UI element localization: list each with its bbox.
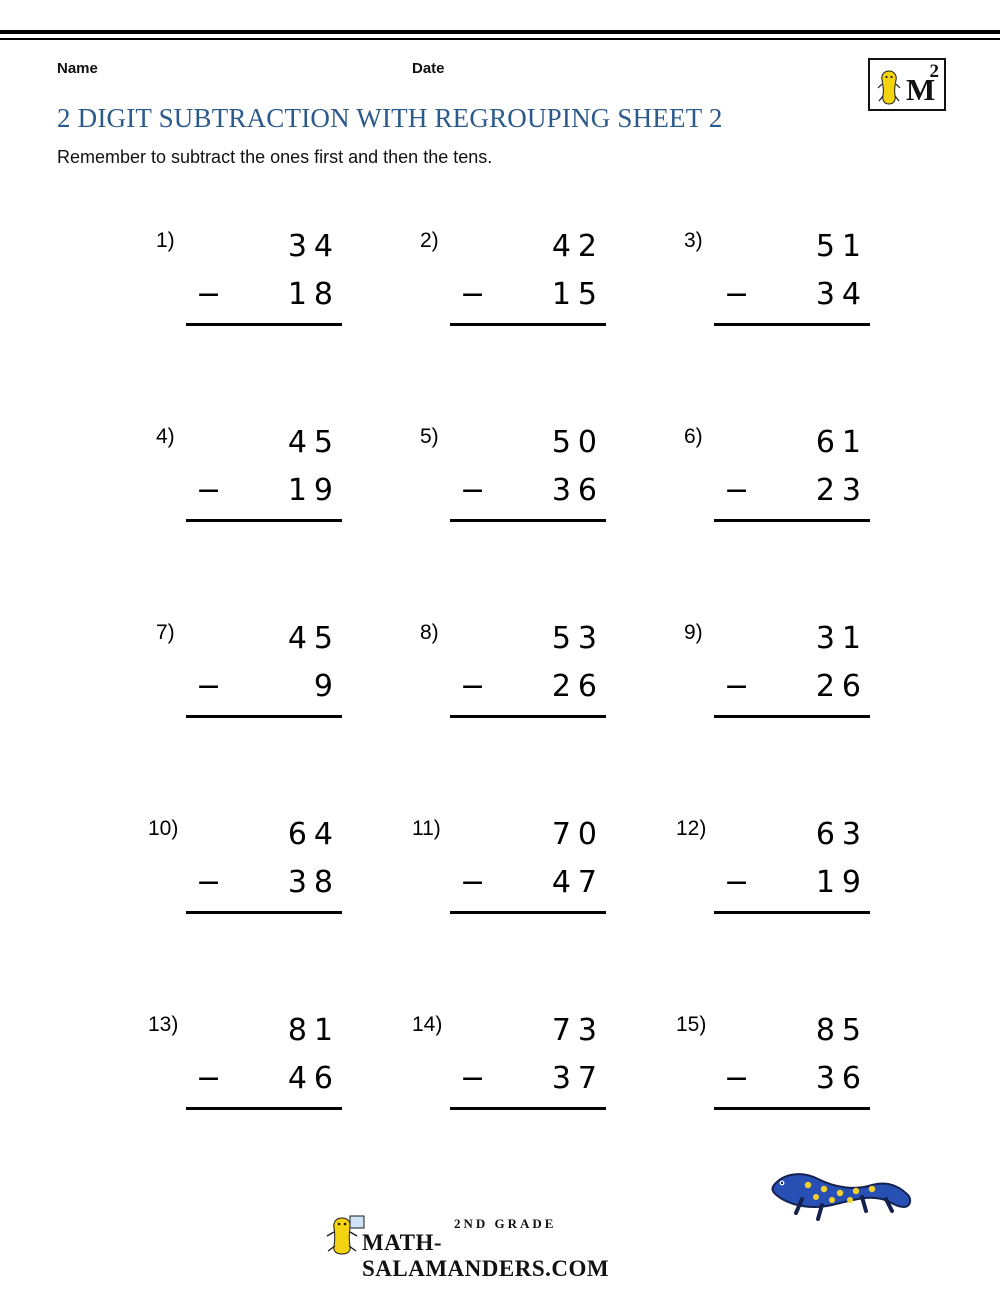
problem-number: 10) — [148, 817, 179, 840]
problem-grid — [120, 215, 910, 1195]
problem-minuend: 63 — [815, 817, 868, 852]
problem-number: 9) — [684, 621, 703, 644]
problem-item — [120, 803, 384, 999]
problem-minuend: 34 — [287, 229, 340, 264]
answer-line — [186, 715, 342, 718]
problem-minuend: 64 — [287, 817, 340, 852]
problem-number: 8) — [420, 621, 439, 644]
problem-number: 13) — [148, 1013, 179, 1036]
problem-item — [384, 215, 648, 411]
problem-item — [648, 803, 912, 999]
problem-subtrahend: 37 — [551, 1061, 604, 1096]
problem-minuend: 51 — [815, 229, 868, 264]
problem-item — [120, 607, 384, 803]
problem-item — [384, 803, 648, 999]
problem-operator: − — [724, 1061, 750, 1096]
footer-grade-text: 2ND GRADE — [454, 1216, 557, 1231]
problem-number: 1) — [156, 229, 175, 252]
problem-subtrahend: 36 — [551, 473, 604, 508]
problem-item — [120, 999, 384, 1195]
problem-subtrahend: 9 — [313, 669, 340, 704]
problem-operator: − — [460, 473, 486, 508]
problem-item — [648, 607, 912, 803]
problem-subtrahend: 18 — [287, 277, 340, 312]
problem-item — [384, 607, 648, 803]
answer-line — [450, 323, 606, 326]
problem-number: 3) — [684, 229, 703, 252]
problem-minuend: 85 — [815, 1013, 868, 1048]
grade-number: 2 — [929, 61, 939, 82]
problem-operator: − — [460, 277, 486, 312]
problem-subtrahend: 26 — [815, 669, 868, 704]
problem-operator: − — [196, 1061, 222, 1096]
problem-subtrahend: 47 — [551, 865, 604, 900]
problem-number: 2) — [420, 229, 439, 252]
grade-logo-badge — [868, 58, 946, 111]
problem-subtrahend: 38 — [287, 865, 340, 900]
problem-operator: − — [724, 277, 750, 312]
header-rule-thick — [0, 30, 1000, 34]
problem-minuend: 53 — [551, 621, 604, 656]
answer-line — [450, 519, 606, 522]
problem-minuend: 50 — [551, 425, 604, 460]
problem-subtrahend: 26 — [551, 669, 604, 704]
problem-subtrahend: 23 — [815, 473, 868, 508]
problem-operator: − — [196, 277, 222, 312]
answer-line — [714, 715, 870, 718]
page-title: 2 DIGIT SUBTRACTION WITH REGROUPING SHEET 2 — [57, 103, 723, 133]
problem-operator: − — [724, 473, 750, 508]
answer-line — [450, 715, 606, 718]
problem-number: 4) — [156, 425, 175, 448]
salamander-logo-icon — [876, 68, 902, 108]
logo-letter-m: M — [906, 72, 936, 107]
answer-line — [450, 911, 606, 914]
problem-number: 15) — [676, 1013, 707, 1036]
problem-number: 14) — [412, 1013, 443, 1036]
problem-number: 11) — [412, 817, 441, 840]
problem-operator: − — [460, 669, 486, 704]
problem-minuend: 61 — [815, 425, 868, 460]
problem-operator: − — [460, 1061, 486, 1096]
answer-line — [714, 911, 870, 914]
problem-number: 7) — [156, 621, 175, 644]
problem-operator: − — [724, 669, 750, 704]
footer-site-text: MATH-SALAMANDERS.COM — [362, 1230, 610, 1281]
problem-item — [384, 999, 648, 1195]
problem-operator: − — [196, 669, 222, 704]
problem-item — [120, 215, 384, 411]
problem-subtrahend: 46 — [287, 1061, 340, 1096]
newt-illustration — [762, 1155, 922, 1235]
answer-line — [714, 323, 870, 326]
problem-minuend: 73 — [551, 1013, 604, 1048]
problem-subtrahend: 36 — [815, 1061, 868, 1096]
problem-subtrahend: 19 — [815, 865, 868, 900]
date-field-label: Date — [412, 60, 445, 77]
problem-subtrahend: 19 — [287, 473, 340, 508]
problem-number: 6) — [684, 425, 703, 448]
answer-line — [186, 323, 342, 326]
problem-minuend: 45 — [287, 621, 340, 656]
answer-line — [714, 519, 870, 522]
problem-minuend: 31 — [815, 621, 868, 656]
problem-minuend: 81 — [287, 1013, 340, 1048]
answer-line — [186, 911, 342, 914]
footer-branding — [322, 1208, 642, 1281]
problem-item — [648, 411, 912, 607]
answer-line — [186, 519, 342, 522]
header-rule-thin — [0, 38, 1000, 40]
problem-subtrahend: 34 — [815, 277, 868, 312]
problem-number: 12) — [676, 817, 707, 840]
problem-subtrahend: 15 — [551, 277, 604, 312]
answer-line — [714, 1107, 870, 1110]
problem-operator: − — [724, 865, 750, 900]
problem-minuend: 42 — [551, 229, 604, 264]
problem-minuend: 45 — [287, 425, 340, 460]
answer-line — [186, 1107, 342, 1110]
page-subtitle: Remember to subtract the ones first and then the tens. — [57, 147, 493, 167]
problem-minuend: 70 — [551, 817, 604, 852]
problem-operator: − — [196, 473, 222, 508]
problem-operator: − — [460, 865, 486, 900]
problem-item — [120, 411, 384, 607]
problem-item — [384, 411, 648, 607]
answer-line — [450, 1107, 606, 1110]
name-field-label: Name — [57, 60, 98, 77]
problem-number: 5) — [420, 425, 439, 448]
problem-item — [648, 215, 912, 411]
problem-operator: − — [196, 865, 222, 900]
